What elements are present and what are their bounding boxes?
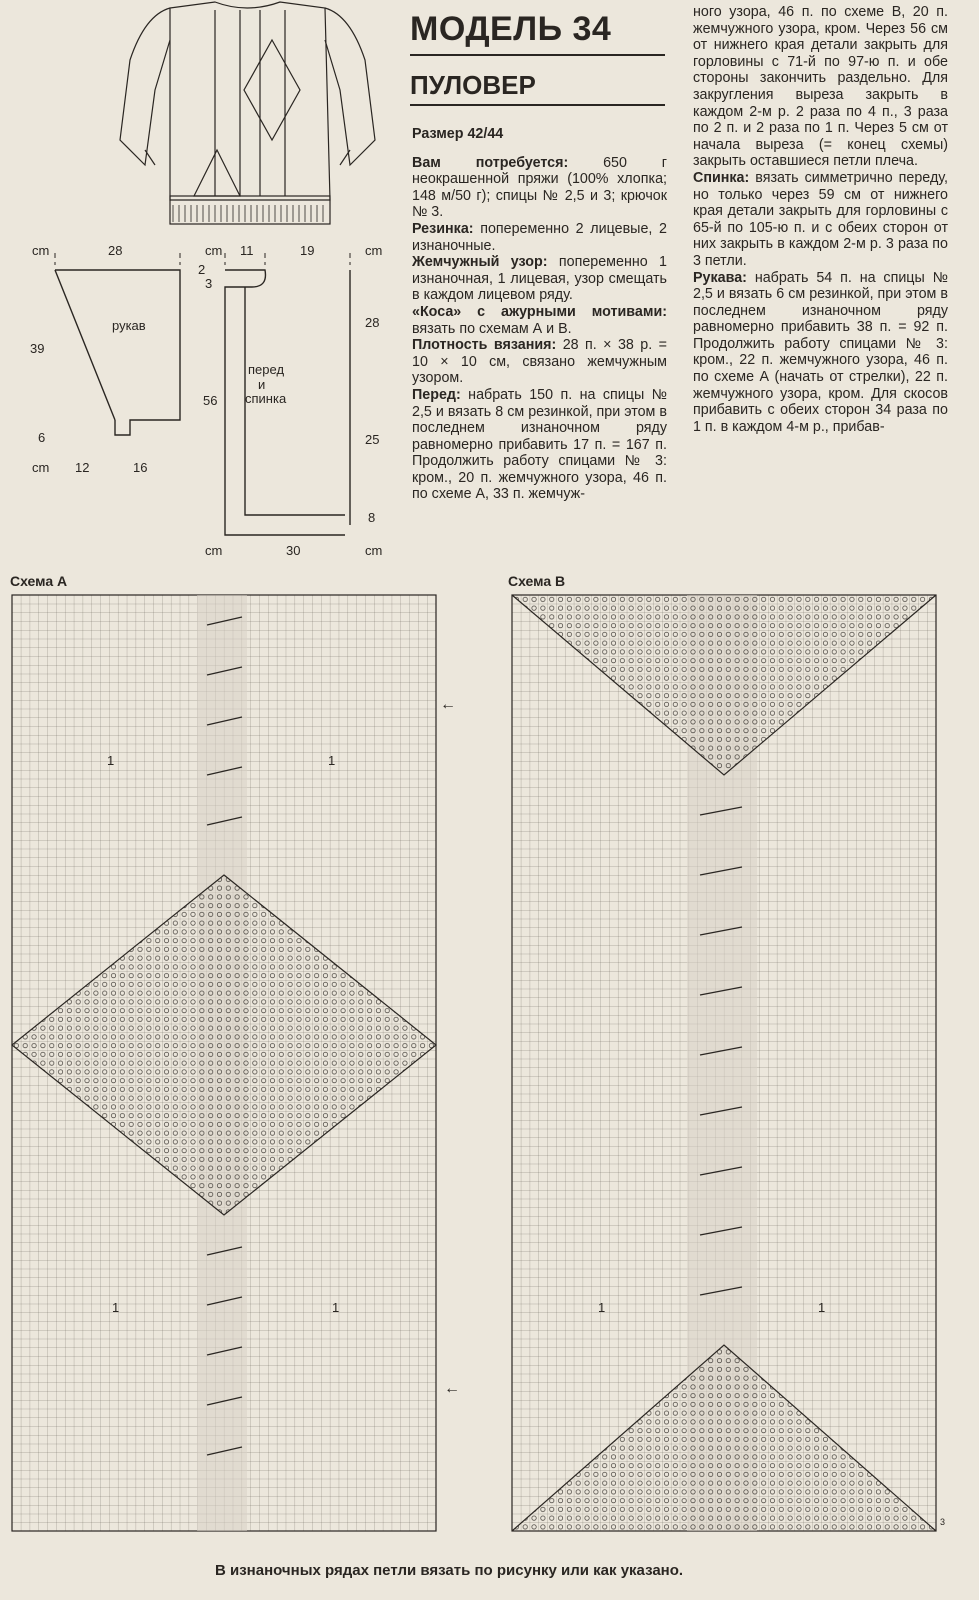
dim-armhole: 28 [365,315,380,330]
scheme-a-chart [12,595,436,1531]
rib-text: попеременно 2 лицевые, 2 изнаночные. [412,220,667,254]
back-paragraph [693,170,948,270]
subtitle-rule [410,104,665,106]
size-label: Размер 42/44 [412,126,504,142]
scheme-b-chart [512,595,946,1531]
dim-cm-top-left: cm [32,243,50,258]
dim-side: 25 [365,432,380,447]
front-continued-text: ного узора, 46 п. по схеме В, 20 п. жемчужного узора, кром. Через 56 см от нижнего края детали закрыть для горловины с 71-й по 97-ю п. и обе стороны закончить раздельно. Для закругления выреза закрыть в каждом 2-м р. 2 раза по 4 п., 3 раза по 2 п. и 2 раза по 1 п. Через 5 см от начала выреза (= конец схемы) закрыть оставшиеся петли плеча. [693,4,948,170]
scheme-a-label-1d: 1 [332,1300,340,1315]
scheme-b-label-1a: 1 [598,1300,606,1315]
dim-neck-depth-a: 2 [198,262,206,277]
back-text: вязать симметрично переду, но только через 59 см от нижнего края детали закрыть для горловины с 65-й по 105-ю п. и с обеих сторон от них закрыть в каждом 2-м р. 3 раза по 3 петли. [693,169,948,269]
dim-sleeve-bottom-1: 12 [75,460,90,475]
body-label-2: и [258,377,266,392]
scheme-a-label-1a: 1 [107,753,115,768]
sleeve-label: рукав [112,318,146,333]
dim-body-width: 30 [286,543,301,558]
dim-cm-bottom-left: cm [32,460,50,475]
arrow-left-icon: ← [440,696,456,713]
gauge-paragraph [412,337,667,387]
front-paragraph [412,387,667,503]
dim-sleeve-bottom-2: 16 [133,460,148,475]
dim-sleeve-height: 39 [30,341,45,356]
cable-label: «Коса» с ажурными мотивами: [412,303,667,320]
scheme-a-title: Схема А [10,573,68,589]
gauge-label: Плотность вязания: [412,337,557,354]
scheme-b-title: Схема В [508,573,566,589]
pearl-label: Жемчужный узор: [412,254,548,271]
pearl-text: попеременно 1 изнаночная, 1 лицевая, узор смещать в каждом лицевом ряду. [412,254,667,304]
cable-paragraph [412,304,667,337]
dim-cm-body-left: cm [205,543,223,558]
body-label-1: перед [248,362,285,377]
materials-text: 650 г неокрашенной пряжи (100% хлопка; 148 м/50 г); спицы № 2,5 и 3; крючок № 3. [412,154,667,221]
dim-sleeve-cuff: 6 [38,430,46,445]
front-continued [693,4,948,170]
front-label: Перед: [412,386,461,403]
arrow-left-icon: ← [444,1380,460,1397]
dim-neck-depth-b: 3 [205,276,213,291]
text-column-2 [693,4,948,435]
scheme-a-label-1b: 1 [328,753,336,768]
dim-body-height: 56 [203,393,218,408]
page-title: МОДЕЛЬ 34 [410,10,612,48]
scheme-b-edge-mark: 3 [940,1517,946,1527]
dim-cm-top-right: cm [365,243,383,258]
size-line [412,126,667,143]
footer-note: В изнаночных рядах петли вязать по рисунку или как указано. [215,1562,684,1579]
body-label-3: спинка [245,391,287,406]
front-text: набрать 150 п. на спицы № 2,5 и вязать 8 см резинкой, при этом в последнем изнаночном ряду равномерно прибавить 17 п. = 167 п. Продолжить работу спицами № 3: кром., 20 п. жемчужного узора, 46 п. по схеме А, 33 п. жемчуж- [412,386,667,503]
back-label: Спинка: [693,169,750,186]
scheme-a-label-1c: 1 [112,1300,120,1315]
materials-paragraph [412,155,667,221]
sleeves-text: набрать 54 п. на спицы № 2,5 и вязать 6 см резинкой, при этом в последнем изнаночном ряду равномерно прибавить 38 п. = 92 п. Продолжить работу спицами № 3: кром., 22 п. жемчужного узора, 46 п. по схеме А (начать от стрелки), 22 п. жемчужного узора, кром. Для скосов прибавить с обеих сторон 34 раза по 1 п. в каждом 4-м р., прибав- [693,269,948,435]
gauge-text: 28 п. × 38 р. = 10 × 10 см, связано жемчужным узором. [412,337,667,387]
scheme-b-label-1b: 1 [818,1300,826,1315]
pearl-paragraph [412,254,667,304]
text-column-1 [412,126,667,503]
materials-label: Вам потребуется: [412,154,569,171]
rib-paragraph [412,221,667,254]
sleeves-paragraph [693,270,948,436]
sleeves-label: Рукава: [693,269,747,286]
title-rule [410,54,665,56]
dim-sleeve-width: 28 [108,243,123,258]
dim-shoulder-width: 19 [300,243,315,258]
page-subtitle: ПУЛОВЕР [410,70,536,100]
cable-text: вязать по схемам А и В. [412,320,572,337]
sweater-sketch [115,0,385,232]
rib-label: Резинка: [412,220,474,237]
dim-neck-width: 11 [240,243,254,258]
dim-cm-top-mid: cm [205,243,223,258]
dim-cm-body-right: cm [365,543,383,558]
dim-rib: 8 [368,510,376,525]
